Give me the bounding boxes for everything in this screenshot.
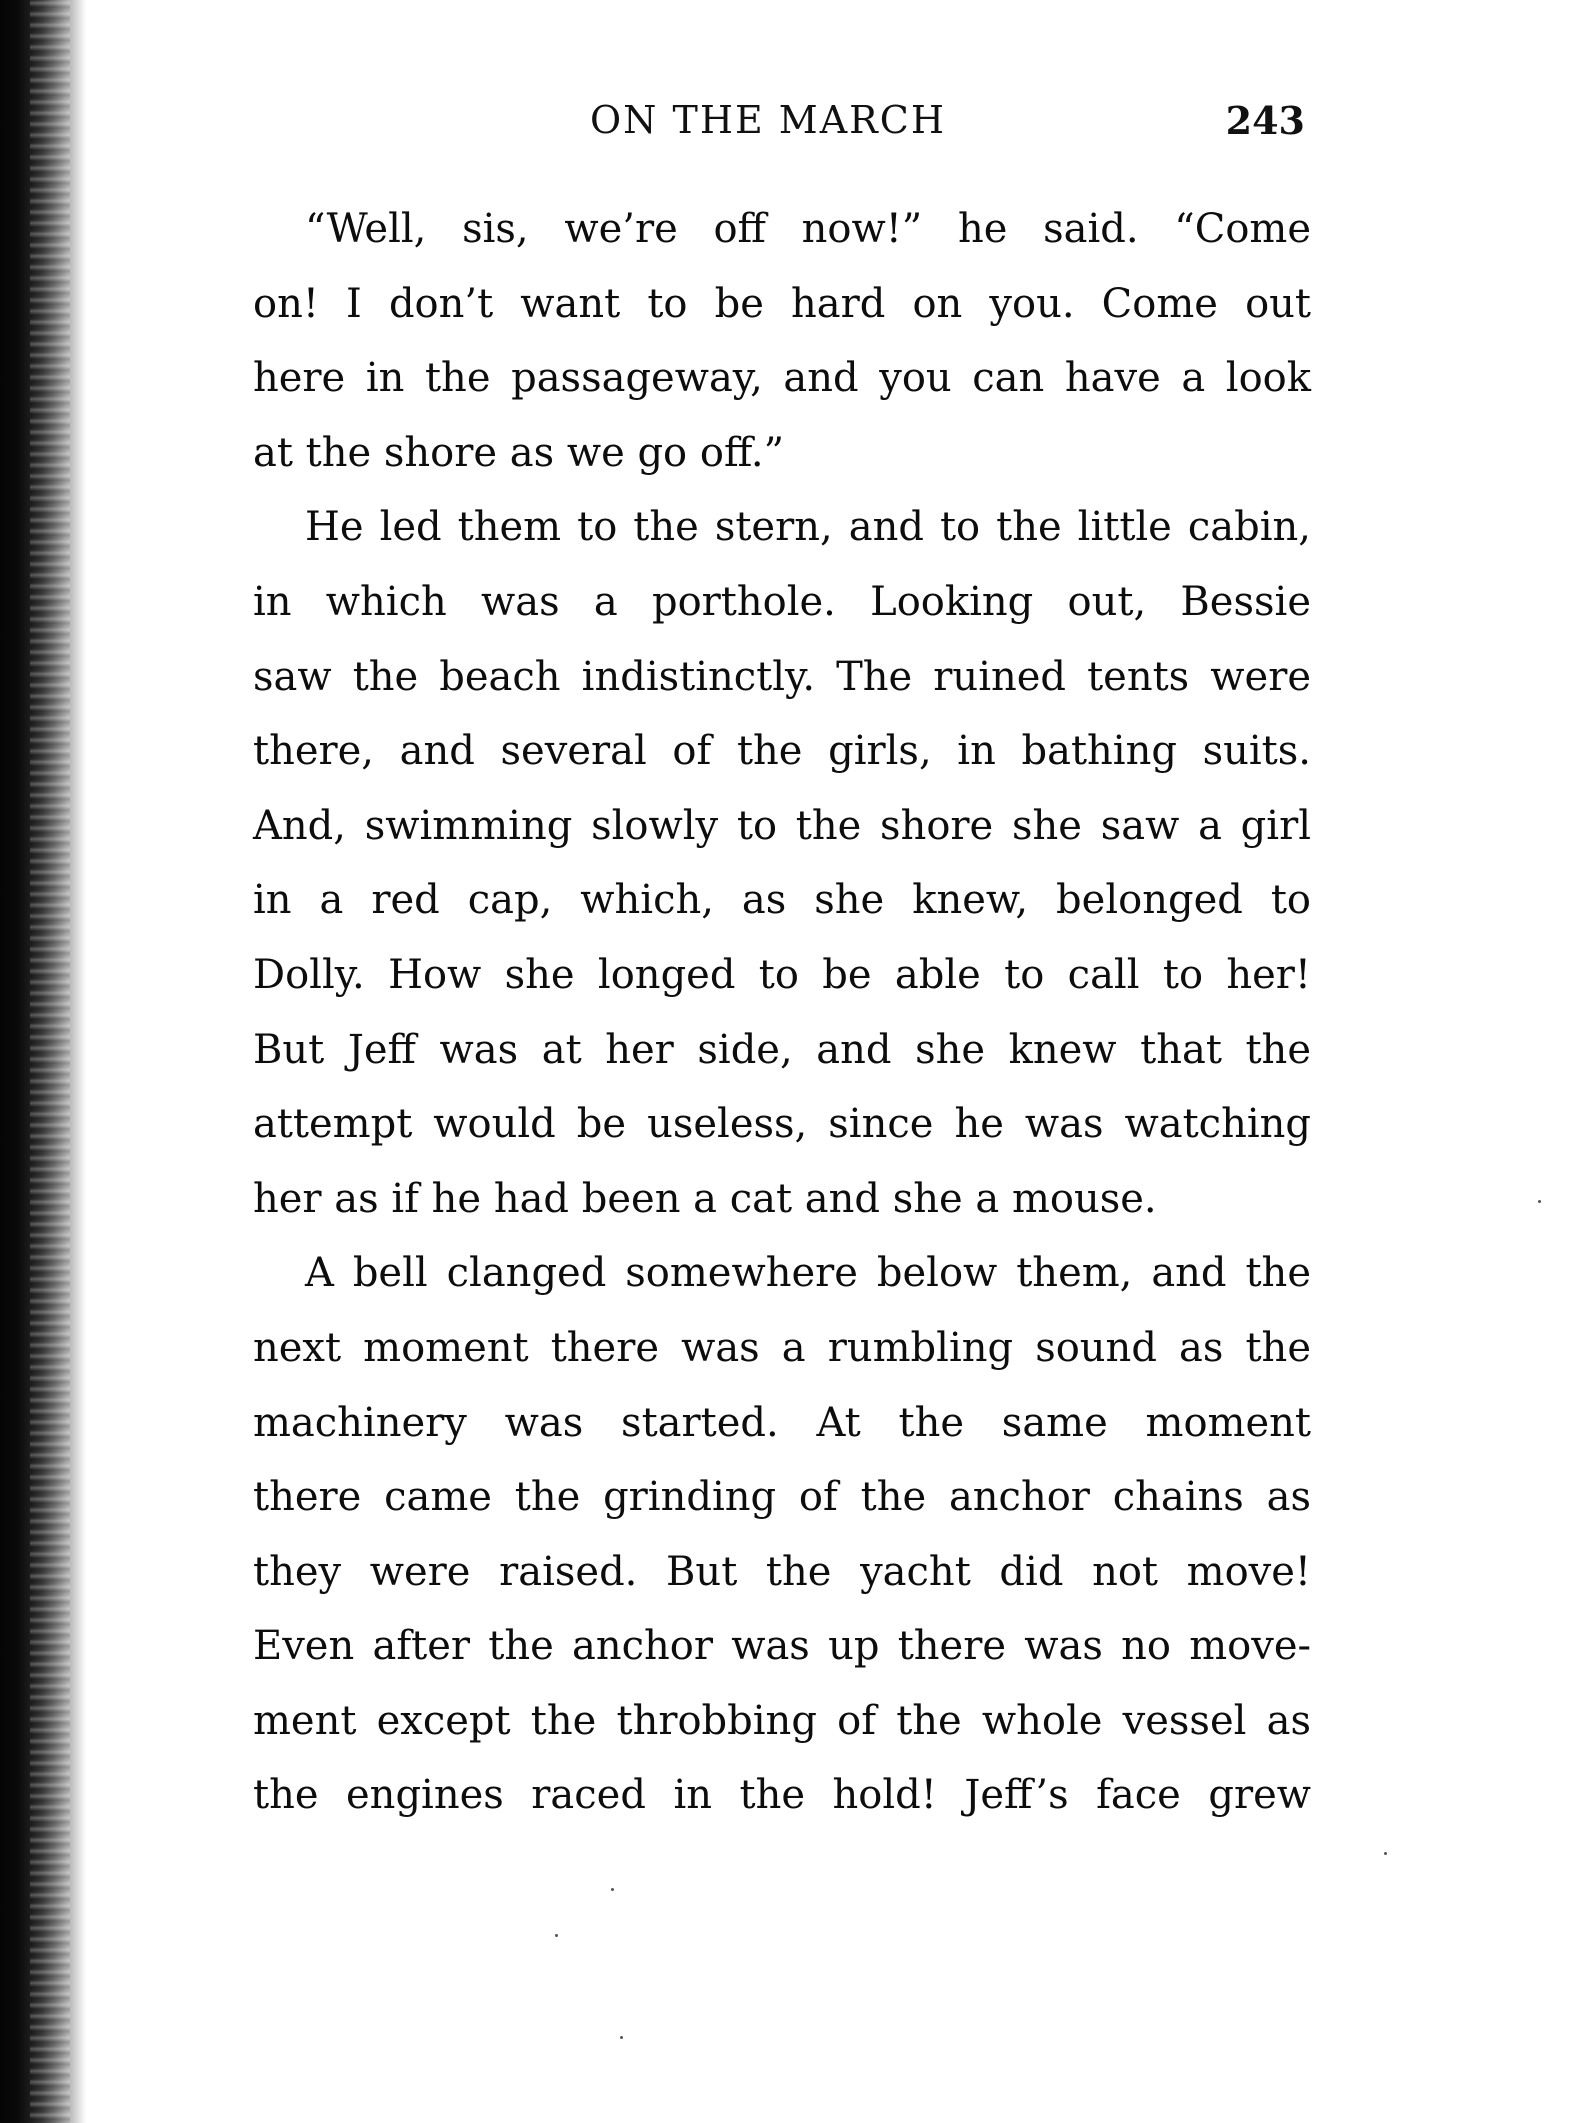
text-line: But Jeff was at her side, and she knew that the — [253, 1026, 1311, 1073]
text-line: they were raised. But the yacht did not move! — [253, 1548, 1311, 1595]
running-head: ON THE MARCH — [590, 98, 946, 142]
scan-speck — [1538, 1200, 1541, 1203]
scan-speck — [620, 2036, 623, 2039]
scan-speck — [611, 1888, 614, 1891]
text-line: there came the grinding of the anchor chains as — [253, 1474, 1311, 1521]
page-header — [590, 98, 1305, 158]
text-line: A bell clanged somewhere below them, and the — [305, 1250, 1311, 1297]
scan-speck — [555, 1934, 558, 1937]
text-line: the engines raced in the hold! Jeff’s face grew — [253, 1772, 1311, 1819]
text-line: her as if he had been a cat and she a mouse. — [253, 1175, 1157, 1222]
text-line: Even after the anchor was up there was no move- — [253, 1623, 1311, 1670]
page-number: 243 — [1225, 98, 1305, 143]
text-line: Dolly. How she longed to be able to call to her! — [253, 951, 1311, 998]
scan-speck — [1384, 1852, 1387, 1855]
text-line: ment except the throbbing of the whole vessel as — [253, 1697, 1311, 1744]
text-line: at the shore as we go off.” — [253, 429, 785, 476]
text-line: saw the beach indistinctly. The ruined tents were — [253, 653, 1311, 700]
text-line: attempt would be useless, since he was watching — [253, 1101, 1311, 1148]
body-text — [253, 192, 1311, 1833]
text-line: next moment there was a rumbling sound as the — [253, 1324, 1311, 1371]
text-line: here in the passageway, and you can have a look — [253, 355, 1311, 402]
text-line: And, swimming slowly to the shore she saw a girl — [253, 802, 1311, 849]
text-line: machinery was started. At the same moment — [253, 1399, 1311, 1446]
text-line: there, and several of the girls, in bathing suits. — [253, 728, 1311, 775]
page-binding-edge — [0, 0, 86, 2123]
text-line: He led them to the stern, and to the little cabin, — [305, 504, 1311, 551]
text-line: in a red cap, which, as she knew, belonged to — [253, 877, 1311, 924]
text-line: “Well, sis, we’re off now!” he said. “Come — [305, 206, 1311, 252]
text-line: in which was a porthole. Looking out, Bessie — [253, 578, 1311, 625]
text-line: on! I don’t want to be hard on you. Come out — [253, 280, 1311, 327]
